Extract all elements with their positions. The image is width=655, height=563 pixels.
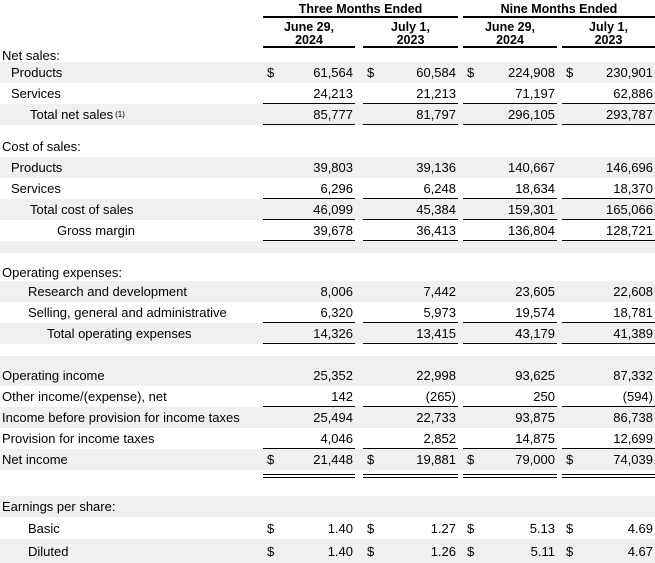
value-cell — [263, 428, 355, 449]
dollar-sign: $ — [367, 520, 375, 536]
row-label-text: Products — [11, 160, 63, 175]
row-label-text: Gross margin — [57, 223, 136, 238]
table-row — [0, 220, 655, 241]
table-row — [0, 323, 655, 344]
cell-value: 25,494 — [313, 410, 353, 425]
value-cell — [463, 62, 557, 83]
cell-value: 85,777 — [313, 106, 353, 122]
value-cell — [463, 365, 557, 386]
value-cell — [263, 302, 355, 323]
cell-value: (265) — [425, 388, 456, 404]
table-header — [0, 0, 655, 48]
cell-value: 1.27 — [430, 520, 456, 536]
cell-value: 18,634 — [515, 180, 555, 196]
value-cell — [562, 157, 655, 178]
dollar-sign: $ — [467, 452, 475, 467]
cell-value: (594) — [622, 388, 653, 404]
row-label — [0, 136, 655, 157]
value-cell — [363, 199, 458, 220]
dollar-sign: $ — [566, 543, 574, 559]
cell-value: 74,039 — [613, 452, 653, 467]
date-column-header — [263, 18, 355, 48]
date-line2: 2023 — [396, 33, 425, 47]
value-cell — [263, 365, 355, 386]
row-label-text: Total net sales — [30, 107, 114, 122]
cell-value: 250 — [533, 388, 555, 404]
cell-value: 39,803 — [313, 160, 353, 175]
cell-value: 4.67 — [627, 543, 653, 559]
cell-value: 71,197 — [515, 85, 555, 101]
row-label-text: Total operating expenses — [47, 326, 192, 341]
value-cell — [562, 199, 655, 220]
dollar-sign: $ — [467, 543, 475, 559]
value-cell — [363, 220, 458, 241]
row-label — [0, 302, 263, 323]
value-cell — [363, 365, 458, 386]
row-label-text: Selling, general and administrative — [28, 305, 227, 320]
row-label — [0, 157, 263, 178]
cell-value: 8,006 — [320, 284, 353, 299]
row-label — [0, 83, 263, 104]
table-row — [0, 539, 655, 563]
value-cell — [363, 470, 458, 478]
cell-value: 86,738 — [613, 410, 653, 425]
cell-value: 18,370 — [613, 180, 653, 196]
row-label-text: Provision for income taxes — [2, 431, 155, 446]
value-cell — [363, 62, 458, 83]
row-label — [0, 220, 263, 241]
value-cell — [562, 470, 655, 478]
value-cell — [562, 386, 655, 407]
cell-value: 1.40 — [327, 543, 353, 559]
value-cell — [363, 428, 458, 449]
cell-value: 93,875 — [515, 410, 555, 425]
row-label — [0, 517, 263, 539]
row-label-text: Cost of sales: — [2, 139, 81, 154]
cell-value: 41,389 — [613, 325, 653, 341]
date-column-header — [562, 18, 655, 48]
spacer-row — [0, 253, 655, 264]
cell-value: 296,105 — [508, 106, 555, 122]
table-row — [0, 281, 655, 302]
cell-value: 25,352 — [313, 368, 353, 383]
row-label — [0, 365, 263, 386]
cell-value: 36,413 — [416, 222, 456, 238]
table-row — [0, 199, 655, 220]
value-cell — [463, 220, 557, 241]
row-label — [0, 539, 263, 563]
value-cell — [562, 281, 655, 302]
cell-value: 5.13 — [529, 520, 555, 536]
value-cell — [263, 220, 355, 241]
cell-value: 146,696 — [606, 160, 653, 175]
cell-value: 5,973 — [423, 304, 456, 320]
period-group-three-months — [263, 0, 458, 18]
value-cell — [363, 178, 458, 199]
value-cell — [263, 407, 355, 428]
cell-value: 136,804 — [508, 222, 555, 238]
dollar-sign: $ — [367, 452, 375, 467]
cell-value: 22,608 — [613, 284, 653, 299]
value-cell — [562, 323, 655, 344]
cell-value: 7,442 — [423, 284, 456, 299]
date-line1: June 29, — [484, 20, 536, 34]
dollar-sign: $ — [367, 65, 375, 80]
value-cell — [562, 83, 655, 104]
value-cell — [263, 517, 355, 539]
date-line2: 2023 — [594, 33, 623, 47]
row-label — [0, 264, 655, 281]
label-column-spacer — [0, 18, 263, 48]
value-cell — [562, 539, 655, 563]
value-cell — [263, 449, 355, 470]
table-row — [0, 365, 655, 386]
row-label-text: Net sales: — [2, 48, 60, 62]
value-cell — [363, 157, 458, 178]
cell-value: 4.69 — [627, 520, 653, 536]
cell-value: 5.11 — [530, 543, 555, 559]
value-cell — [463, 281, 557, 302]
dollar-sign: $ — [367, 543, 375, 559]
value-cell — [263, 199, 355, 220]
cell-value: 2,852 — [423, 430, 456, 446]
value-cell — [562, 365, 655, 386]
value-cell — [562, 428, 655, 449]
cell-value: 18,781 — [613, 304, 653, 320]
value-cell — [263, 157, 355, 178]
row-label-text: Diluted — [28, 543, 69, 559]
value-cell — [263, 281, 355, 302]
date-line2: 2024 — [295, 33, 323, 47]
row-label — [0, 281, 263, 302]
table-body — [0, 48, 655, 563]
row-label-text: Services — [11, 181, 61, 196]
spacer-row — [0, 125, 655, 136]
value-cell — [463, 539, 557, 563]
cell-value: 45,384 — [416, 201, 456, 217]
table-row — [0, 302, 655, 323]
table-row — [0, 449, 655, 470]
dollar-sign: $ — [467, 520, 475, 536]
cell-value: 142 — [331, 388, 353, 404]
date-column-header-row — [0, 18, 655, 48]
table-row — [0, 62, 655, 83]
period-group-label: Nine Months Ended — [500, 2, 618, 16]
dollar-sign: $ — [267, 65, 275, 80]
table-row — [0, 83, 655, 104]
date-line2: 2024 — [496, 33, 524, 47]
cell-value: 46,099 — [313, 201, 353, 217]
value-cell — [562, 104, 655, 125]
net-income-double-rule-row — [0, 470, 655, 478]
dollar-sign: $ — [267, 452, 275, 467]
value-cell — [263, 539, 355, 563]
value-cell — [363, 302, 458, 323]
table-row — [0, 517, 655, 539]
value-cell — [363, 323, 458, 344]
cell-value: 39,136 — [416, 160, 456, 175]
section-header-row — [0, 48, 655, 62]
value-cell — [463, 157, 557, 178]
date-column-header — [363, 18, 458, 48]
value-cell — [463, 386, 557, 407]
value-cell — [562, 517, 655, 539]
section-header-row — [0, 264, 655, 281]
row-label — [0, 386, 263, 407]
value-cell — [562, 407, 655, 428]
value-cell — [463, 517, 557, 539]
value-cell — [363, 281, 458, 302]
value-cell — [263, 62, 355, 83]
dollar-sign: $ — [566, 65, 574, 80]
dollar-sign: $ — [566, 452, 574, 467]
cell-value: 128,721 — [606, 222, 653, 238]
cell-value: 13,415 — [416, 325, 456, 341]
period-group-header-row — [0, 0, 655, 18]
value-cell — [463, 199, 557, 220]
value-cell — [263, 104, 355, 125]
cell-value: 24,213 — [313, 85, 353, 101]
dollar-sign: $ — [267, 543, 275, 559]
value-cell — [562, 449, 655, 470]
value-cell — [463, 178, 557, 199]
dollar-sign: $ — [267, 520, 275, 536]
value-cell — [463, 470, 557, 478]
dollar-sign: $ — [467, 65, 475, 80]
period-group-label: Three Months Ended — [298, 2, 423, 16]
value-cell — [263, 470, 355, 478]
cell-value: 21,213 — [416, 85, 456, 101]
cell-value: 87,332 — [613, 368, 653, 383]
cell-value: 62,886 — [613, 85, 653, 101]
cell-value: 22,998 — [416, 368, 456, 383]
row-label — [0, 323, 263, 344]
table-row — [0, 407, 655, 428]
table-row — [0, 157, 655, 178]
cell-value: 1.26 — [430, 543, 456, 559]
value-cell — [263, 386, 355, 407]
cell-value: 23,605 — [515, 284, 555, 299]
spacer-row — [0, 344, 655, 356]
cell-value: 43,179 — [515, 325, 555, 341]
row-label — [0, 178, 263, 199]
row-label-text: Net income — [2, 452, 68, 467]
value-cell — [363, 104, 458, 125]
spacer-row — [0, 241, 655, 253]
cell-value: 140,667 — [508, 160, 555, 175]
table-row — [0, 178, 655, 199]
value-cell — [463, 104, 557, 125]
value-cell — [363, 407, 458, 428]
value-cell — [463, 407, 557, 428]
cell-value: 61,564 — [313, 65, 353, 80]
value-cell — [463, 449, 557, 470]
cell-value: 4,046 — [320, 430, 353, 446]
date-line1: June 29, — [283, 20, 335, 34]
cell-value: 39,678 — [313, 222, 353, 238]
row-label-text: Research and development — [28, 284, 187, 299]
cell-value: 93,625 — [515, 368, 555, 383]
period-group-nine-months — [463, 0, 655, 18]
date-column-header — [463, 18, 557, 48]
cell-value: 293,787 — [606, 106, 653, 122]
value-cell — [562, 62, 655, 83]
cell-value: 79,000 — [515, 452, 555, 467]
cell-value: 6,248 — [423, 180, 456, 196]
cell-value: 21,448 — [313, 452, 353, 467]
cell-value: 6,320 — [320, 304, 353, 320]
value-cell — [562, 302, 655, 323]
value-cell — [463, 323, 557, 344]
cell-value: 14,875 — [515, 430, 555, 446]
value-cell — [463, 83, 557, 104]
value-cell — [363, 539, 458, 563]
cell-value: 81,797 — [416, 106, 456, 122]
row-label-text: Operating income — [2, 368, 105, 383]
cell-value: 19,881 — [416, 452, 456, 467]
row-label-text: Basic — [28, 520, 60, 536]
value-cell — [263, 83, 355, 104]
cell-value: 22,733 — [416, 410, 456, 425]
value-cell — [562, 220, 655, 241]
row-label — [0, 428, 263, 449]
row-label — [0, 62, 263, 83]
spacer-row — [0, 356, 655, 365]
value-cell — [363, 83, 458, 104]
cell-value: 14,326 — [313, 325, 353, 341]
section-header-row — [0, 136, 655, 157]
row-label-text: Operating expenses: — [2, 265, 122, 280]
row-label-text: Services — [11, 86, 61, 101]
cell-value: 6,296 — [320, 180, 353, 196]
value-cell — [562, 178, 655, 199]
row-label: Total net sales (1) — [30, 107, 125, 122]
cell-value: 159,301 — [508, 201, 555, 217]
row-label-text: Products — [11, 65, 63, 80]
cell-value: 224,908 — [508, 65, 555, 80]
cell-value: 230,901 — [606, 65, 653, 80]
row-label — [0, 496, 655, 517]
cell-value: 19,574 — [515, 304, 555, 320]
row-label-text: Total cost of sales — [30, 202, 134, 217]
value-cell — [363, 449, 458, 470]
row-label — [0, 48, 655, 62]
row-label-text: Other income/(expense), net — [2, 389, 167, 404]
row-label-text: Income before provision for income taxes — [2, 410, 240, 425]
cell-value: 165,066 — [606, 201, 653, 217]
dollar-sign: $ — [566, 520, 574, 536]
value-cell — [363, 517, 458, 539]
value-cell — [463, 302, 557, 323]
cell-value: 60,584 — [416, 65, 456, 80]
cell-value: 1.40 — [327, 520, 353, 536]
date-line1: July 1, — [391, 20, 430, 34]
cell-value: 12,699 — [613, 430, 653, 446]
table-row — [0, 428, 655, 449]
date-line1: July 1, — [589, 20, 628, 34]
label-column-spacer — [0, 0, 263, 18]
table-row — [0, 104, 655, 125]
row-label-text: Earnings per share: — [2, 499, 116, 514]
section-header-row — [0, 496, 655, 517]
row-label — [0, 407, 263, 428]
row-label — [0, 449, 263, 470]
value-cell — [263, 323, 355, 344]
value-cell — [363, 386, 458, 407]
value-cell — [463, 428, 557, 449]
row-label — [0, 199, 263, 220]
spacer-row — [0, 478, 655, 496]
value-cell — [263, 178, 355, 199]
table-row — [0, 386, 655, 407]
